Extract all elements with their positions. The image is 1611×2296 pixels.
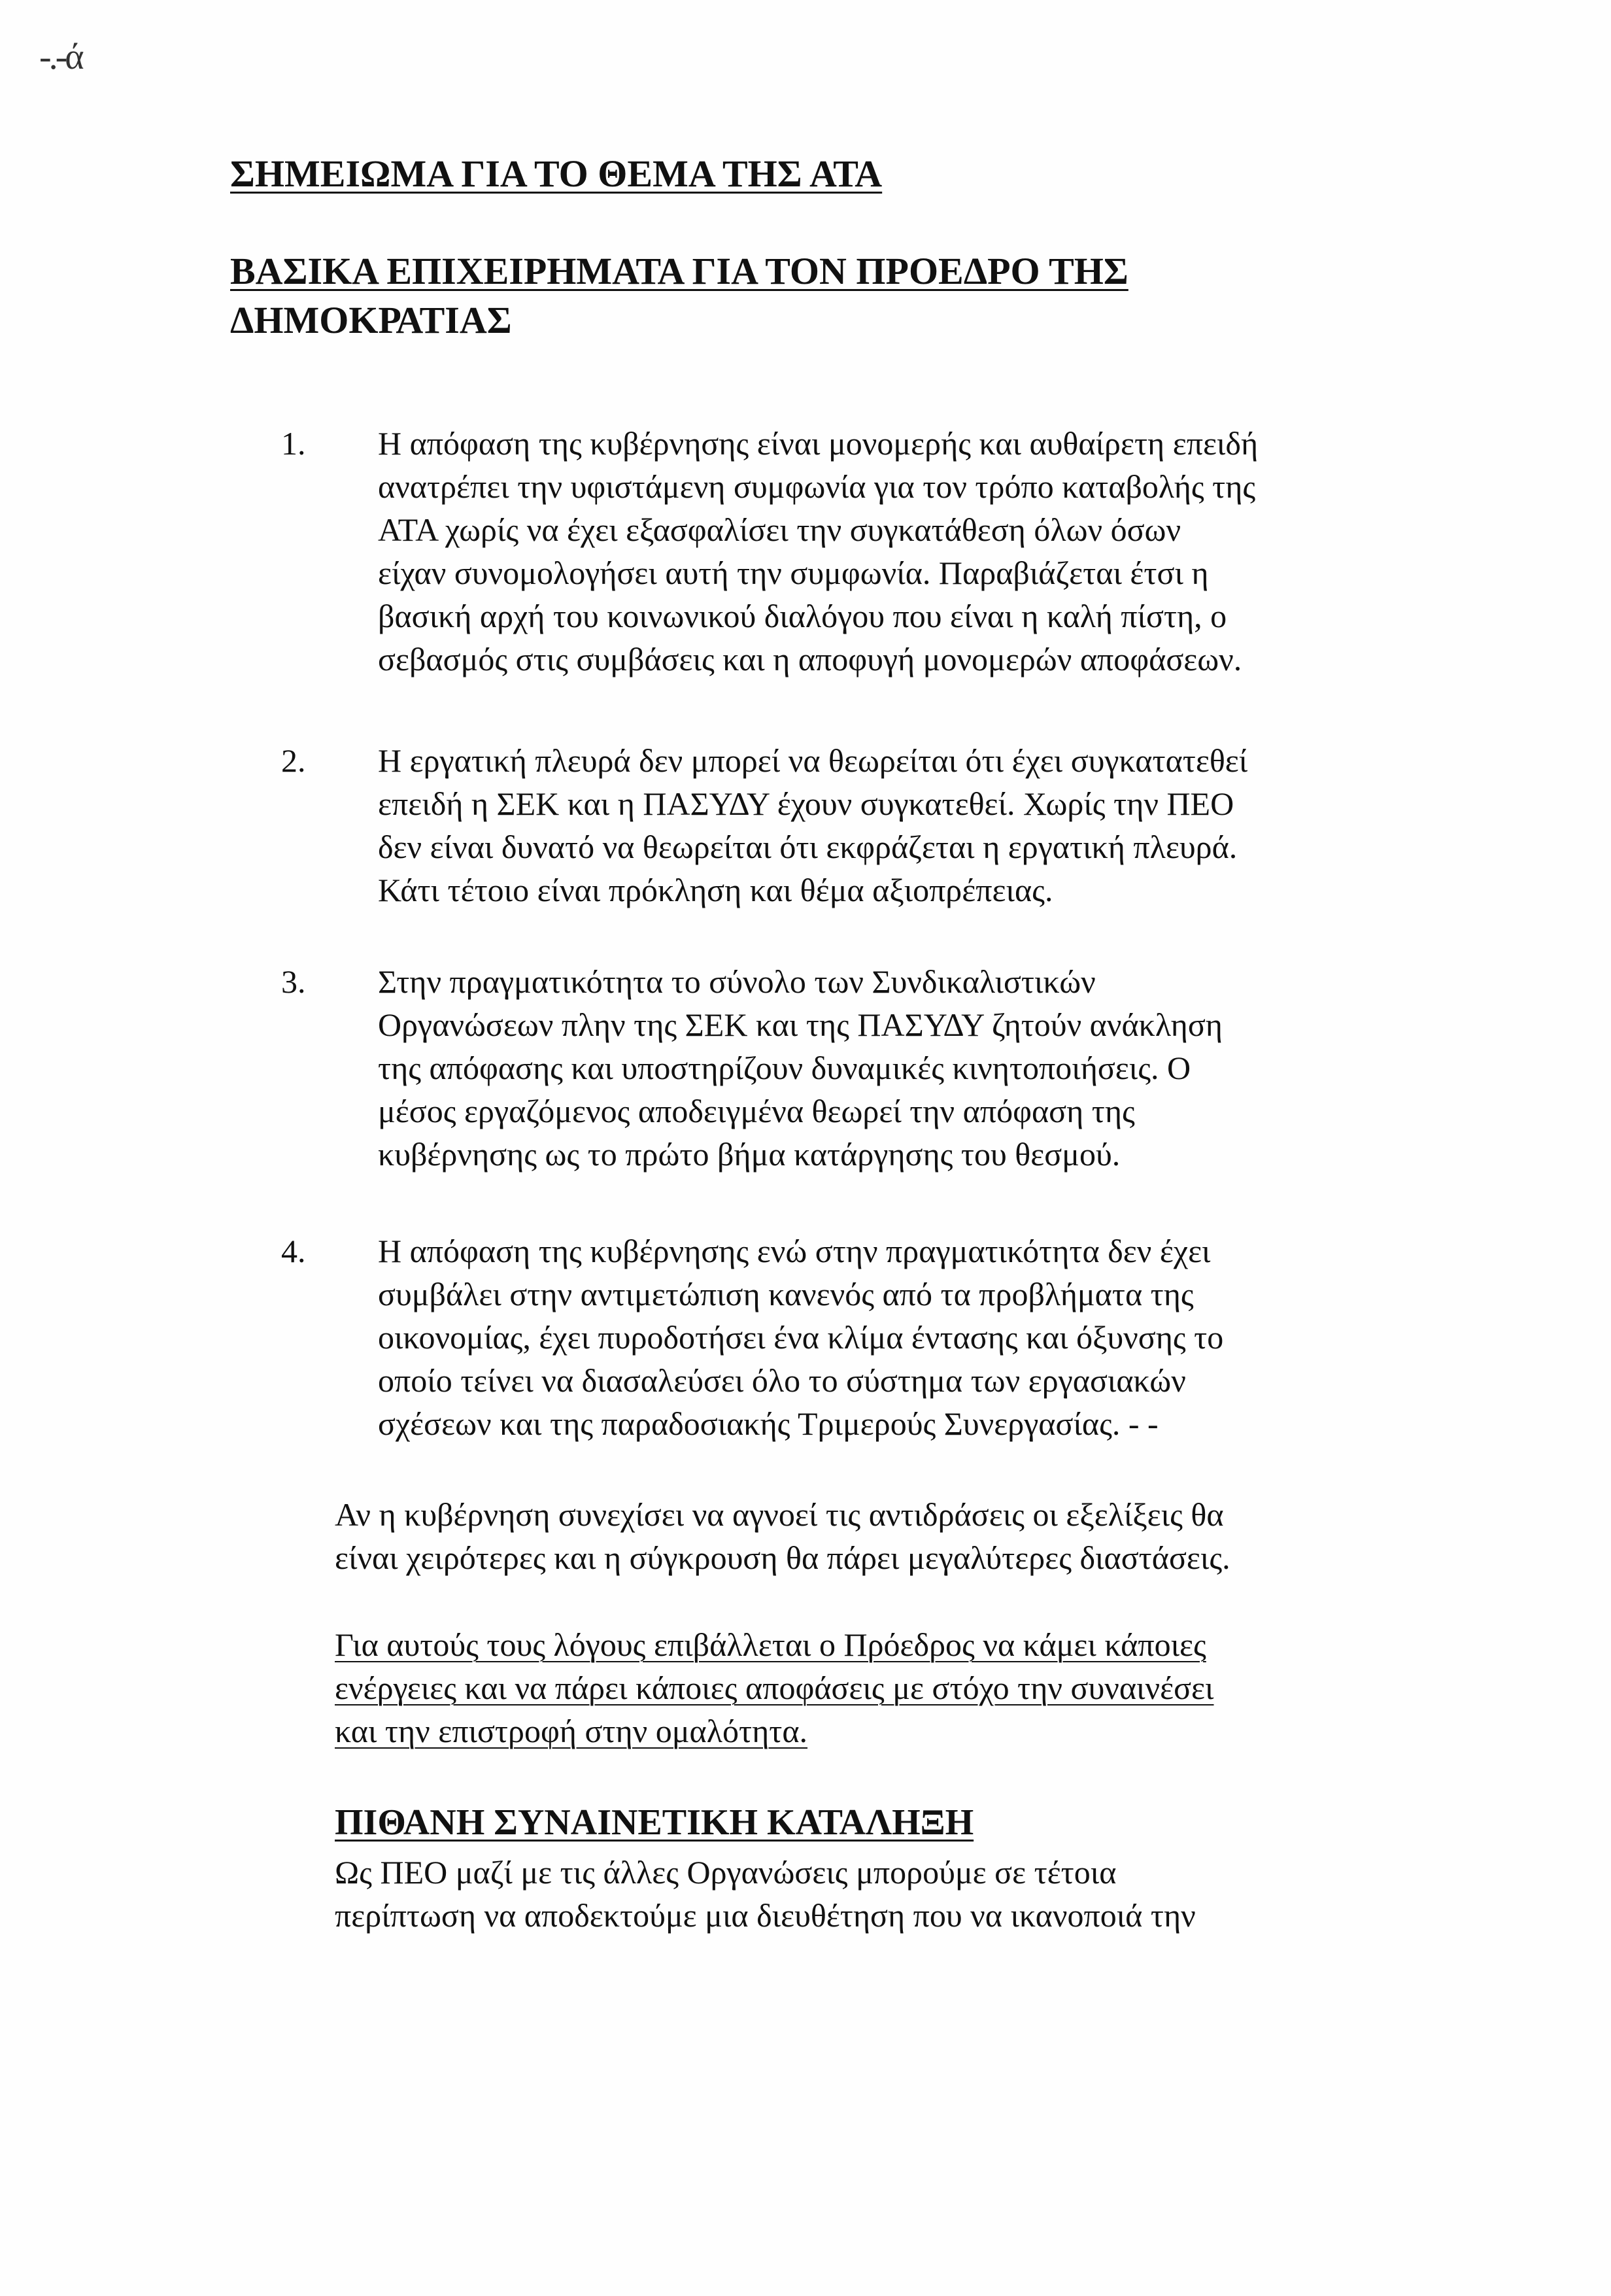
- text-line: Για αυτούς τους λόγους επιβάλλεται ο Πρόεδρος να κάμει κάποιες: [335, 1626, 1206, 1663]
- text-line: κυβέρνησης ως το πρώτο βήμα κατάργησης του θεσμού.: [378, 1136, 1121, 1173]
- text-line: σχέσεων και της παραδοσιακής Τριμερούς Συνεργασίας. - -: [378, 1405, 1159, 1442]
- text-line: Η απόφαση της κυβέρνησης είναι μονομερής και αυθαίρετη επειδή: [378, 425, 1259, 462]
- text-line: συμβάλει στην αντιμετώπιση κανενός από τα προβλήματα της: [378, 1276, 1194, 1312]
- text-line: δεν είναι δυνατό να θεωρείται ότι εκφράζεται η εργατική πλευρά.: [378, 829, 1238, 865]
- text-line: και την επιστροφή στην ομαλότητα.: [335, 1713, 808, 1749]
- text-line: ενέργειες και να πάρει κάποιες αποφάσεις με στόχο την συναινέσει: [335, 1670, 1214, 1706]
- subtitle-line: ΒΑΣΙΚΑ ΕΠΙΧΕΙΡΗΜΑΤΑ ΓΙΑ ΤΟΝ ΠΡΟΕΔΡΟ ΤΗΣ: [230, 250, 1128, 292]
- text-line: Αν η κυβέρνηση συνεχίσει να αγνοεί τις αντιδράσεις οι εξελίξεις θα: [335, 1496, 1224, 1533]
- text-line: Κάτι τέτοιο είναι πρόκληση και θέμα αξιοπρέπειας.: [378, 872, 1053, 908]
- item-number: 4.: [281, 1233, 306, 1269]
- section-heading: ΠΙΘΑΝΗ ΣΥΝΑΙΝΕΤΙΚΗ ΚΑΤΑΛΗΞΗ: [335, 1802, 974, 1843]
- subtitle-line: ΔΗΜΟΚΡΑΤΙΑΣ: [230, 299, 512, 341]
- final-paragraph: [335, 1851, 1459, 1937]
- text-line: επειδή η ΣΕΚ και η ΠΑΣΥΔΥ έχουν συγκατεθεί. Χωρίς την ΠΕΟ: [378, 785, 1234, 822]
- item-number: 2.: [281, 742, 306, 779]
- item-text: [378, 739, 1476, 912]
- text-line: ανατρέπει την υφιστάμενη συμφωνία για τον τρόπο καταβολής της: [378, 468, 1256, 505]
- text-line: Η απόφαση της κυβέρνησης ενώ στην πραγματικότητα δεν έχει: [378, 1233, 1211, 1269]
- text-line: περίπτωση να αποδεκτούμε μια διευθέτηση που να ικανοποιά την: [335, 1897, 1196, 1934]
- item-text: [378, 422, 1476, 681]
- document-subtitle: [230, 247, 1342, 345]
- text-line: είχαν συνομολογήσει αυτή την συμφωνία. Παραβιάζεται έτσι η: [378, 555, 1209, 591]
- text-line: βασική αρχή του κοινωνικού διαλόγου που είναι η καλή πίστη, ο: [378, 598, 1227, 634]
- text-line: Η εργατική πλευρά δεν μπορεί να θεωρείται ότι έχει συγκατατεθεί: [378, 742, 1248, 779]
- text-line: ΑΤΑ χωρίς να έχει εξασφαλίσει την συγκατάθεση όλων όσων: [378, 511, 1181, 548]
- text-line: Στην πραγματικότητα το σύνολο των Συνδικαλιστικών: [378, 963, 1096, 1000]
- text-line: Οργανώσεων πλην της ΣΕΚ και της ΠΑΣΥΔΥ ζητούν ανάκληση: [378, 1006, 1223, 1043]
- text-line: Ως ΠΕΟ μαζί με τις άλλες Οργανώσεις μπορούμε σε τέτοια: [335, 1854, 1117, 1891]
- text-line: οποίο τείνει να διασαλεύσει όλο το σύστημα των εργασιακών: [378, 1362, 1186, 1399]
- text-line: μέσος εργαζόμενος αποδειγμένα θεωρεί την απόφαση της: [378, 1093, 1135, 1129]
- document-title: ΣΗΜΕΙΩΜΑ ΓΙΑ ΤΟ ΘΕΜΑ ΤΗΣ ΑΤΑ: [230, 152, 883, 195]
- item-number: 1.: [281, 425, 306, 462]
- item-text: [378, 960, 1476, 1176]
- text-line: είναι χειρότερες και η σύγκρουση θα πάρει μεγαλύτερες διαστάσεις.: [335, 1539, 1230, 1576]
- request-paragraph: [335, 1623, 1459, 1753]
- scan-corner-mark: -.-ά: [39, 37, 82, 77]
- text-line: της απόφασης και υποστηρίζουν δυναμικές κινητοποιήσεις. Ο: [378, 1050, 1191, 1086]
- item-text: [378, 1229, 1476, 1445]
- consequences-paragraph: [335, 1493, 1459, 1579]
- text-line: σεβασμός στις συμβάσεις και η αποφυγή μονομερών αποφάσεων.: [378, 641, 1242, 677]
- text-line: οικονομίας, έχει πυροδοτήσει ένα κλίμα έντασης και όξυνσης το: [378, 1319, 1224, 1356]
- item-number: 3.: [281, 963, 306, 1000]
